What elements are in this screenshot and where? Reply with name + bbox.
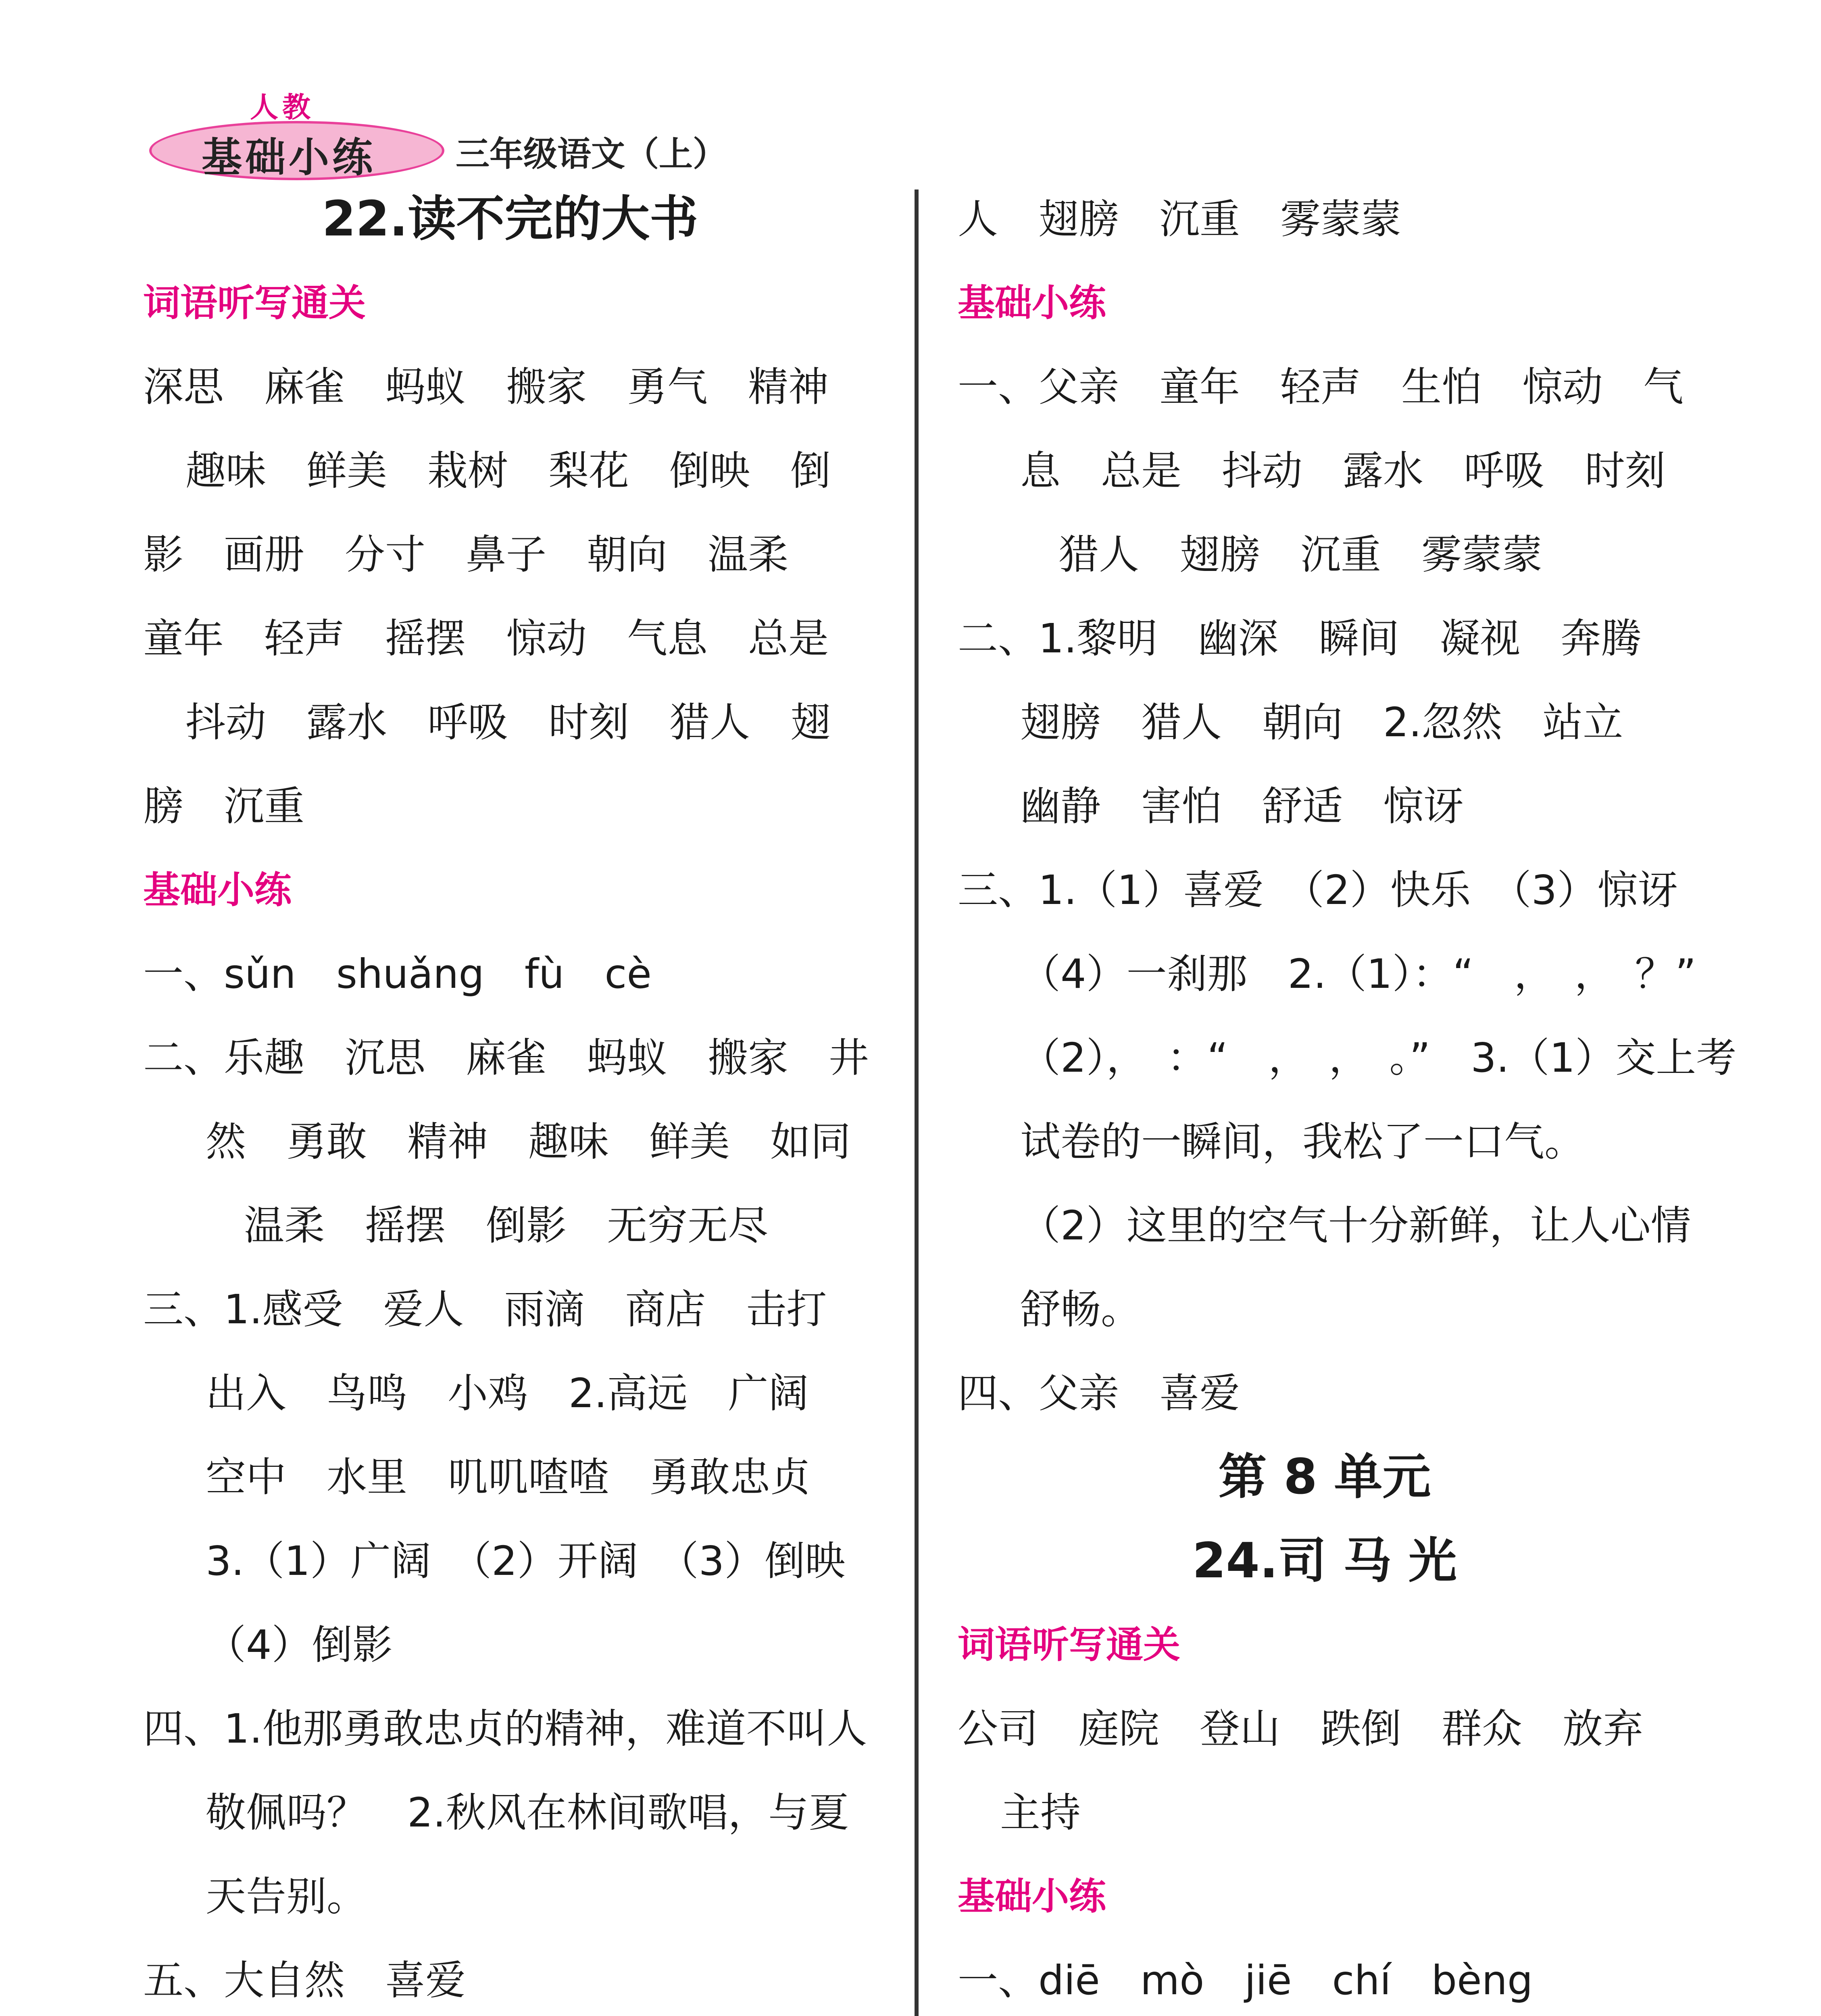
section-heading: 词语听写通关 [143,281,366,325]
text-line: 幽静 害怕 舒适 惊讶 [1020,783,1464,830]
section-heading: 基础小练 [958,281,1106,325]
book-header [141,77,746,181]
section-heading: 基础小练 [143,868,292,912]
text-line: 试卷的一瞬间，我松了一口气。 [1020,1118,1585,1165]
text-line: 天告别。 [206,1873,367,1920]
text-line: 人 翅膀 沉重 雾蒙蒙 [958,196,1401,243]
text-line: 二、乐趣 沉思 麻雀 蚂蚁 搬家 井 [143,1034,869,1081]
text-line: 膀 沉重 [143,783,304,830]
text-line: 然 勇敢 精神 趣味 鲜美 如同 [206,1118,851,1165]
text-line: 息 总是 抖动 露水 呼吸 时刻 [1020,447,1665,494]
text-line: 舒畅。 [1020,1286,1141,1333]
right-column [958,177,1737,2016]
text-line: （2）这里的空气十分新鲜，让人心情 [1020,1202,1691,1249]
section-heading: 基础小练 [958,1875,1106,1918]
text-line: 主持 [1000,1789,1081,1836]
lesson-title: 22.读不完的大书 [322,191,698,247]
lesson-title: 24.司 马 光 [1192,1533,1457,1589]
text-line: 3.（1）广阔 （2）开阔 （3）倒映 [206,1537,846,1585]
text-line: 五、大自然 喜爱 [143,1957,466,2004]
text-line: 深思 麻雀 蚂蚁 搬家 勇气 精神 [143,363,829,410]
text-line: 三、1.（1）喜爱 （2）快乐 （3）惊讶 [958,866,1678,914]
text-line: 翅膀 猎人 朝向 2.忽然 站立 [1020,699,1623,746]
text-line: 敬佩吗？ 2.秋风在林间歌唱，与夏 [206,1789,849,1836]
text-line: 一、diē mò jiē chí bèng [958,1957,1533,2004]
text-line: 影 画册 分寸 鼻子 朝向 温柔 [143,531,788,578]
text-line: 抖动 露水 呼吸 时刻 猎人 翅 [185,699,831,746]
text-line: 三、1.感受 爱人 雨滴 商店 击打 [143,1286,827,1333]
series-label: 基础小练 [202,134,376,181]
text-line: 二、1.黎明 幽深 瞬间 凝视 奔腾 [958,615,1642,662]
text-line: 温柔 摇摆 倒影 无穷无尽 [244,1202,768,1249]
publisher-label: 人教 [250,91,315,124]
text-line: 一、sǔn shuǎng fù cè [143,950,652,998]
text-line: 童年 轻声 摇摆 惊动 气息 总是 [143,615,829,662]
text-line: 四、父亲 喜爱 [958,1370,1240,1417]
text-line: 出入 鸟鸣 小鸡 2.高远 广阔 [206,1370,809,1417]
text-line: 公司 庭院 登山 跌倒 群众 放弃 [958,1705,1643,1752]
text-line: （2）， ：“ ， ， 。” 3.（1）交上考 [1020,1034,1737,1081]
text-line: 趣味 鲜美 栽树 梨花 倒映 倒 [185,447,831,494]
text-line: 四、1.他那勇敢忠贞的精神，难道不叫人 [143,1705,867,1752]
unit-title: 第 8 单元 [1218,1449,1431,1505]
text-line: （4）一刹那 2.（1）：“ ， ， ？” [1020,950,1696,998]
left-column [143,177,877,2016]
grade-label: 三年级语文（上） [456,134,727,174]
text-line: （4）倒影 [206,1621,393,1668]
text-line: 一、父亲 童年 轻声 生怕 惊动 气 [958,363,1683,410]
text-line: 猎人 翅膀 沉重 雾蒙蒙 [1058,531,1542,578]
section-heading: 词语听写通关 [958,1623,1181,1666]
column-divider [915,190,919,2016]
text-line: 空中 水里 叽叽喳喳 勇敢忠贞 [206,1454,810,1501]
